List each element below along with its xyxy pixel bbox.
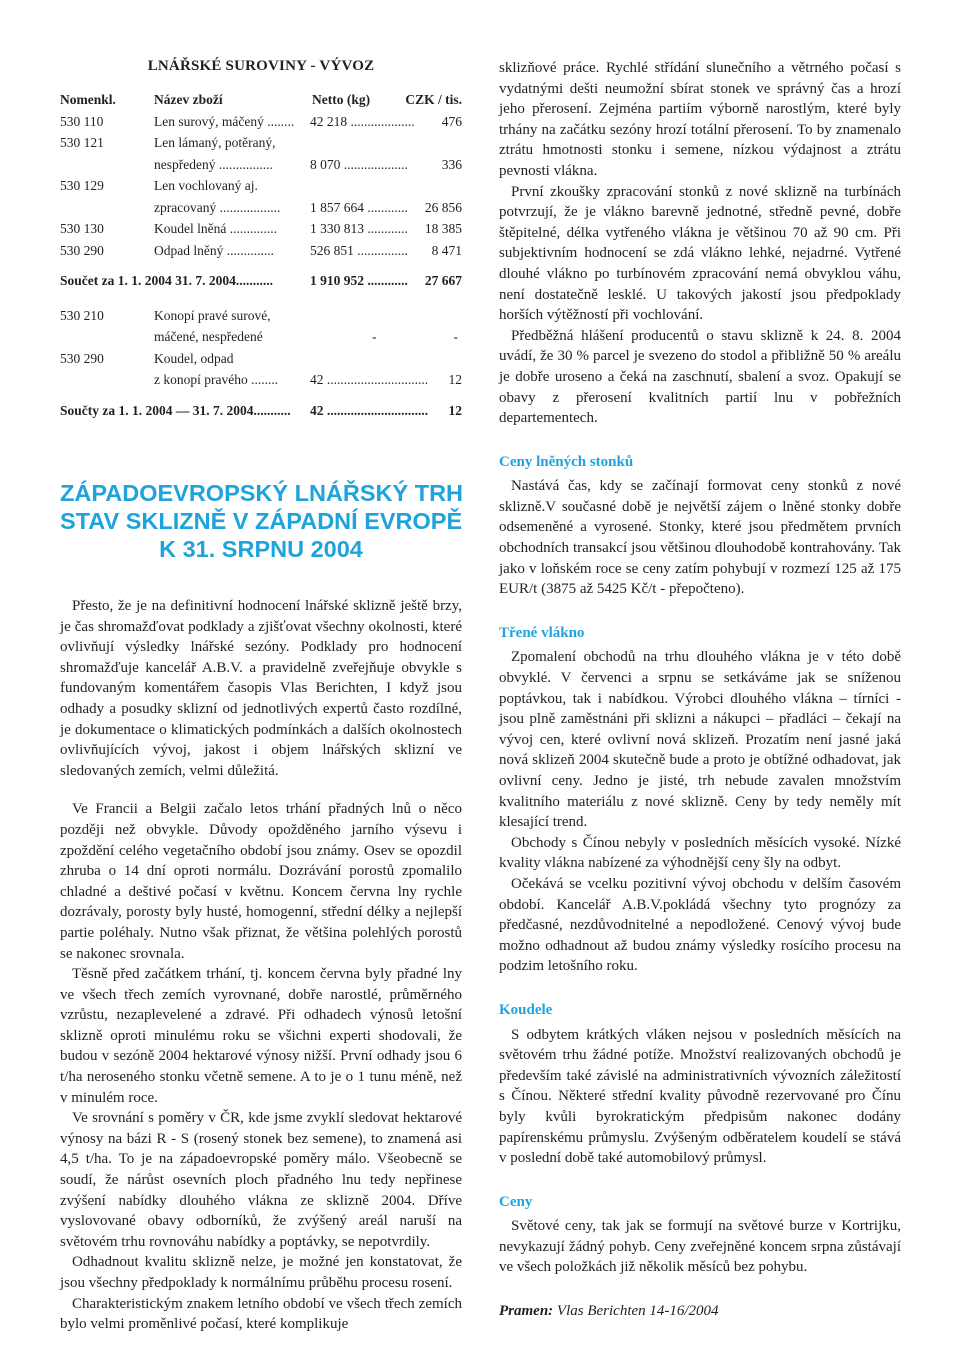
paragraph: Obchody s Čínou nebyly v posledních měsících vysoké. Nízké kvality vlákna nabízené za výhodnější ceny šly na odbyt. [499,834,901,872]
headline-line: ZÁPADOEVROPSKÝ LNÁŘSKÝ TRH [60,480,464,506]
row-code: 530 290 [60,350,104,366]
row-code: 530 121 [60,135,104,150]
row-net: 42 .............................. [310,372,429,387]
left-column [60,58,462,1335]
row-name: Koudel, odpad [154,350,234,366]
paragraph: Předběžná hlášení producentů o stavu sklizně k 24. 8. 2004 uvádí, že 30 % parcel je svezeno do stodol a přibližně 50 % areálu je dobře uroseno a čeká na zaschnutí, sbalení a svoz. Opakují se obavy z přerosení kvalitních partií lnu v pobřežních departementech. [499,327,901,427]
total-label: Součty za 1. 1. 2004 — 31. 7. 2004........... [60,402,291,418]
paragraph: Těsně před začátkem trhání, tj. koncem června byly přadné lny ve všech třech zemích vyrovnané, dobře narostlé, průměrného vzrůstu, nezaplevelené a zdravé. Při odhadech výnosů letošní sklizně oproti minulému roku se všichni experti shodovali, že budou v sezóně 2004 hektarové výnosy nižší. První odhady jsou 6 t/ha neroseného stonku včetně semene. A to je o 1 tunu méně, než v minulém roce. [60,966,462,1106]
row-czk: 8 471 [431,242,462,258]
left-body-text [60,596,462,1335]
source-citation [499,1303,901,1320]
paragraph: Očekává se vcelku pozitivní vývoj obchodu v delším časovém období. Kancelář A.B.V.pokládá všechny tyto prognózy za předčasné, nezdůvodnitelné a nepodložené. Cenový vývoj bude možno odhadnout až budou známy výsledky rosícího procesu na podzim letošního roku. [499,875,901,975]
paragraph: sklizňové práce. Rychlé střídání slunečního a větrného počasí s vydatnými dešti neumožní sbírat stonek ve správný čas a hrozí jeho přerosení. Zejména partiím výborně narostlým, které byly trhány na začátku sezóny hrozí totální přerosení. To by znamenalo ztrátu hmotnosti stonku i semene, nízkou výdajnost a ztrátu pevnosti vlákna. [499,60,901,179]
row-name: Konopí pravé surové, [154,307,271,323]
section-heading: Ceny [499,1193,533,1210]
row-name: Len lámaný, potěraný, [154,135,276,150]
headline-line: K 31. SRPNU 2004 [159,536,363,562]
section-heading: Ceny lněných stonků [499,453,634,470]
paragraph: Světové ceny, tak jak se formují na světové burze v Kortrijku, nevykazují žádný pohyb. Ceny zveřejněné koncem srpna zůstávají ve všech položkách již několik měsíců bez pohybu. [499,1218,901,1276]
row-code: 530 210 [60,307,104,323]
article-headline [60,479,462,563]
table-total-row [60,400,462,422]
section-heading: Třené vlákno [499,624,585,641]
paragraph: Charakteristickým znakem letního období ve všech třech zemích bylo velmi proměnlivé počasí, které komplikuje [60,1295,462,1333]
row-name: z konopí pravého ........ [154,372,279,387]
table-row [60,240,462,262]
row-code: 530 110 [60,113,104,129]
table-row [60,154,462,176]
row-name: Koudel lněná .............. [154,221,277,236]
row-code: 530 290 [60,242,104,258]
table-row [60,175,462,197]
section-heading: Koudele [499,1001,553,1018]
paragraph: Odhadnout kvalitu sklizně nelze, je možné jen konstatovat, že jsou všechny předpoklady k normálnímu průběhu procesu rosení. [60,1254,462,1291]
table-total-row [60,270,462,292]
row-code: 530 129 [60,178,104,193]
header-code: Nomenkl. [60,92,116,107]
paragraph: Ve Francii a Belgii začalo letos trhání přadných lnů o něco později než obvykle. Důvody opožděného jarního výsevu i zpoždění celého vegetačního období jsou známy. Osev se opozdil zhruba o 14 dní oproti normálu. Dozrávání porostů zpomalilo chladné a deštivé počasí v květnu. Koncem června lny rychle dozrávaly, porosty byly husté, homogenní, střední délky a nejlepší partie poléhaly. Nutno však přiznat, že většina polehlých porostů se nakonec srovnala. [60,801,462,962]
row-czk: - [453,329,458,344]
row-czk: 476 [441,113,462,129]
row-czk: 12 [448,372,462,387]
table-row [60,326,462,348]
row-name: Len vochlovaný aj. [154,178,258,193]
source-label: Pramen: [499,1303,554,1320]
row-czk: 18 385 [424,221,462,236]
header-name: Název zboží [154,92,223,107]
table-row [60,348,462,370]
total-net: 42 .............................. [310,402,429,418]
paragraph: První zkoušky zpracování stonků z nové sklizně na turbínách potvrzují, že je vlákno barevně jednotné, středně pevné, dobře štěpitelné, délka vytřeného vlákna je většinou 70 až 90 cm. Při subjektivním hodnocení se zdá vlákno lehké, nejadrné. Vytřené dlouhé vlákno po turbínovém zpracování nemá obvyklou váhu, není dostatečně lesklé. U takových jakostí jsou předpoklady horších výtěžností při vochlování. [499,183,901,324]
total-label: Součet za 1. 1. 2004 31. 7. 2004........... [60,273,273,288]
headline-line: STAV SKLIZNĚ V ZÁPADNÍ EVROPĚ [60,508,463,534]
row-net: 42 218 ................... [310,113,415,129]
table-row [60,369,462,391]
paragraph: Ve srovnání s poměry v ČR, kde jsme zvyklí sledovat hektarové výnosy na bázi R - S (rosený stonek bez semene), to znamená asi 4,5 t/ha. To je na západoevropské poměry málo. Všeobecně se soudí, že nárůst osevních ploch přadného lnu tedy nepřinese zvýšení nabídky dlouhého vlákna ze sklizně 2004. Dříve vyslovované obavy odborníků, že zvýšený areál naruší na světovém trhu rovnováhu nabídky a poptávky, se nepotvrdily. [60,1110,462,1250]
row-net: 1 330 813 ............ [310,221,408,236]
paragraph: Zpomalení obchodů na trhu dlouhého vlákna je v této době obvyklé. V červenci a srpnu se setkáváme jak se sníženou poptávkou, tak i nabídkou. Výrobci dlouhého vlákna – tírníci - jsou plně zaměstnáni při sklizni a nákupci – přadláci – čekají na vývoj cen, které ovlivní nová sklizeň. Prozatím není jasné jaká nová sklizeň 2004 skutečně bude a proto je obtížné odhadovat, jak ovlivní ceny. Jedno je jisté, trh nebude zavalen množstvím kvalitního materiálu z nové sklizně. Ceny by tedy neměly mít klesající trend. [499,649,901,831]
total-czk: 27 667 [424,273,462,288]
table-header-row [60,89,462,111]
header-czk: CZK / tis. [405,92,462,107]
table-title: LNÁŘSKÉ SUROVINY - VÝVOZ [147,58,375,74]
row-name: máčené, nespředené [154,329,263,344]
right-column [499,58,901,1320]
total-net: 1 910 952 ............ [310,273,408,288]
table-row [60,197,462,219]
right-body-text [499,58,901,1278]
paragraph: S odbytem krátkých vláken nejsou v posledních měsících na světovém trhu žádné potíže. Množství realizovaných obchodů je především také závislé na administrativních vývozních záležitostí s Čínou. Některé střední kvality původně rezervované pro Čínu byly kvůli byrokratickým předpisům nakonec dodány papírenskému průmyslu. Zvýšeným odběratelem koudelí se stává v poslední době také automobilový průmysl. [499,1026,901,1167]
total-czk: 12 [448,402,462,418]
row-czk: 336 [441,156,462,172]
row-name: zpracovaný .................. [154,199,281,215]
table-row [60,132,462,154]
table-row [60,218,462,240]
source-text: Vlas Berichten 14-16/2004 [556,1303,719,1320]
row-code: 530 130 [60,221,104,236]
row-name: nespředený ................ [154,156,273,172]
header-net: Netto (kg) [312,92,371,107]
row-net: - [372,329,377,344]
row-name: Odpad lněný .............. [154,242,274,258]
row-name: Len surový, máčený ........ [154,113,295,129]
paragraph: Přesto, že je na definitivní hodnocení lnářské sklizně ještě brzy, je čas shromažďovat podklady a zjišťovat všechny okolnosti, které ovlivňují výsledky lnářské sezóny. Podklady pro hodnocení shromažďuje kancelář A.B.V. a pravidelně zveřejňuje obvykle s fundovaným komentářem časopis Vlas Berichten, I když jsou odhady a posudky sklizní od jednotlivých expertů často rozdílné, je dokumentace o klimatických podmínkách a dalších okolnostech ovlivňujících vývoj, jakost i objem lnářských sklizní ve sledovaných zemích, velmi důležitá. [60,598,462,779]
row-net: 8 070 ................... [310,156,408,172]
table-row [60,305,462,327]
paragraph: Nastává čas, kdy se začínají formovat ceny stonků z nové sklizně.V současné době je největší zájem o lněné stonky dobře odsemeněné a vyrosené. Stonky, které jsou předmětem prvních obchodních transakcí jsou většinou dlouhodobě kontrahovány. Tak jako v loňském roce se ceny zatím pohybují v rozmezí 125 až 175 EUR/t (3875 až 5425 Kč/t - přepočteno). [499,478,901,598]
row-net: 1 857 664 ............ [310,199,408,215]
row-net: 526 851 ............... [310,242,408,258]
table-row [60,111,462,133]
row-czk: 26 856 [424,199,462,215]
